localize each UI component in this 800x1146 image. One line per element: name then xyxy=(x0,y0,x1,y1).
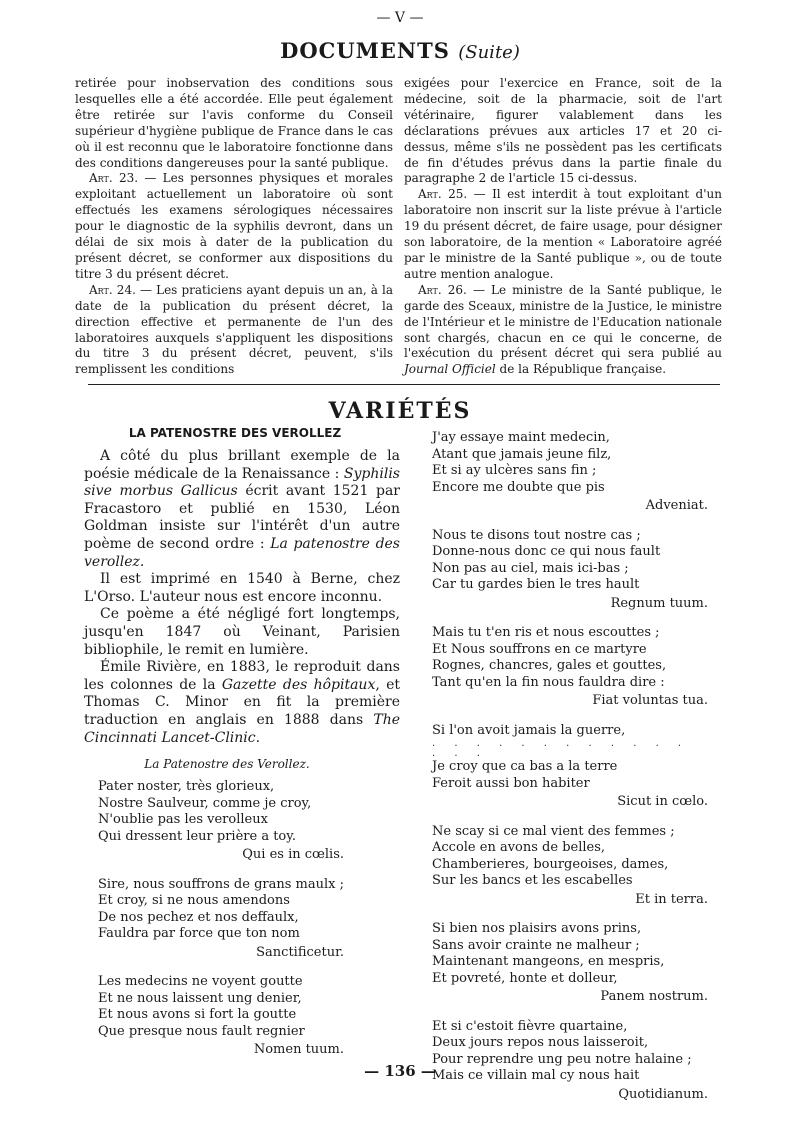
poem-left xyxy=(84,779,400,1059)
poem-refrain: Regnum tuum. xyxy=(610,595,708,611)
article-text: — Les praticiens ayant depuis un an, à la date de la publication du présent décret, la direction effective et permanente de l'un des laboratoires auxquels s'appliquent les dispositions du titre 3 du présent décret, peuvent, s'ils remplissent les conditions xyxy=(75,282,393,377)
article-label: Art. 26. xyxy=(418,282,467,297)
poem-line: Ne scay si ce mal vient des femmes ; xyxy=(432,823,675,839)
page-number: — 136 — xyxy=(364,1062,436,1080)
documents-left-column xyxy=(75,76,393,378)
poem-line: Si l'on avoit jamais la guerre, xyxy=(432,722,626,738)
intro-paragraph: Il est imprimé en 1540 à Berne, chez L'Orso. L'auteur nous est encore inconnu. xyxy=(84,571,400,605)
documents-title-suite: (Suite) xyxy=(458,42,520,63)
poem-refrain: Adveniat. xyxy=(645,498,708,513)
intro-paragraph xyxy=(84,448,400,571)
poem-line: Non pas au ciel, mais ici-bas ; xyxy=(432,560,629,576)
article-label: Art. 23. xyxy=(89,171,139,186)
poem-line: Accole en avons de belles, xyxy=(432,840,606,855)
varietes-right-column xyxy=(432,430,708,1116)
poem-line: Et Nous souffrons en ce martyre xyxy=(432,641,647,657)
documents-right-column xyxy=(404,76,722,378)
journal-officiel: Journal Officiel xyxy=(404,362,496,377)
poem-refrain: Sanctificetur. xyxy=(256,944,344,960)
intro-paragraph xyxy=(84,659,400,747)
intro-italic: Gazette des hôpitaux xyxy=(221,676,376,693)
intro-italic: The Cincinnati Lancet-Clinic. xyxy=(84,711,400,746)
poem-line: Chamberieres, bourgeoises, dames, xyxy=(432,856,669,872)
poem-line: Et ne nous laissent ung denier, xyxy=(98,990,302,1006)
poem-line: Atant que jamais jeune filz, xyxy=(432,446,612,462)
poem-stanza xyxy=(432,723,708,811)
poem-line: Et povreté, honte et dolleur, xyxy=(432,970,618,986)
intro-italic: La patenostre des verollez. xyxy=(84,535,400,570)
poem-line: J'ay essaye maint medecin, xyxy=(432,430,610,445)
intro-text: A côté du plus brillant exemple de la poésie médicale de la Renaissance : xyxy=(84,448,400,482)
poem-line: N'oublie pas les verolleux xyxy=(98,812,268,828)
poem-line: Sur les bancs et les escabelles xyxy=(432,873,633,888)
poem-line: Rognes, chancres, gales et gouttes, xyxy=(432,658,667,673)
intro-text: Émile Rivière, en 1883, le reproduit dans les colonnes de la xyxy=(84,659,400,693)
documents-title-text: DOCUMENTS xyxy=(280,38,450,63)
poem-line: Encore me doubte que pis xyxy=(432,479,605,495)
poem-line: Que presque nous fault regnier xyxy=(98,1023,305,1039)
poem-line: Mais ce villain mal cy nous hait xyxy=(432,1068,640,1083)
section-divider xyxy=(88,384,720,385)
poem-refrain: Et in terra. xyxy=(635,891,708,907)
poem-stanza xyxy=(98,877,344,962)
poem-line: Sire, nous souffrons de grans maulx ; xyxy=(98,876,344,892)
intro-text: écrit avant 1521 par Fracastoro et publié en 1530, Léon Goldman insiste sur l'intérêt d'un autre poème de second ordre : xyxy=(84,483,400,552)
poem-line: Donne-nous donc ce qui nous fault xyxy=(432,544,661,559)
poem-refrain: Panem nostrum. xyxy=(600,989,708,1004)
poem-line: Et si c'estoit fièvre quartaine, xyxy=(432,1018,628,1034)
article-text: de la République française. xyxy=(495,362,667,377)
poem-stanza xyxy=(432,824,708,909)
article-text: — Le ministre de la Santé publique, le garde des Sceaux, ministre de la Justice, le ministre de l'Intérieur et le ministre de l'Education nationale sont chargés, chacun en ce qui le concerne, de l'exécution du présent décret qui sera publié au xyxy=(404,282,722,361)
article-text: — Les personnes physiques et morales exploitant actuellement un laboratoire où sont effectués les examens sérologiques nécessaires pour le diagnostic de la syphilis devront, dans un délai de six mois à dater de la publication du présent décret, se conformer aux dispositions du titre 3 du présent décret. xyxy=(75,171,393,281)
poem-refrain: Quotidianum. xyxy=(618,1086,708,1102)
article-23 xyxy=(75,171,393,282)
poem-stanza xyxy=(432,1019,708,1104)
doc-paragraph: exigées pour l'exercice en France, soit de la médecine, soit de la pharmacie, soit de l'art vétérinaire, figurer valablement dans les déclarations prévues aux articles 17 et 20 ci-dessus, même s'ils ne possèdent pas les certificats de fin d'études prévus dans la partie finale du paragraphe 2 de l'article 15 ci-dessus. xyxy=(404,76,722,186)
poem-line: Et croy, si ne nous amendons xyxy=(98,893,290,909)
intro-paragraph: Ce poème a été négligé fort longtemps, jusqu'en 1847 où Veinant, Parisien bibliophile, le remit en lumière. xyxy=(84,606,400,658)
poem-line: Et si ay ulcères sans fin ; xyxy=(432,463,597,478)
poem-stanza xyxy=(98,974,344,1059)
poem-line: Mais tu t'en ris et nous escouttes ; xyxy=(432,625,660,640)
poem-line: Car tu gardes bien le tres hault xyxy=(432,577,640,592)
varietes-left-column xyxy=(84,426,400,1072)
poem-line: Si bien nos plaisirs avons prins, xyxy=(432,921,642,936)
poem-line: Nous te disons tout nostre cas ; xyxy=(432,527,641,543)
poem-line: Maintenant mangeons, en mespris, xyxy=(432,954,665,969)
article-label: Art. 25. xyxy=(418,187,468,202)
poem-refrain: Fiat voluntas tua. xyxy=(592,693,708,708)
poem-line: Pour reprendre ung peu notre halaine ; xyxy=(432,1051,692,1067)
poem-stanza xyxy=(432,625,708,710)
poem-line: Tant qu'en la fin nous fauldra dire : xyxy=(432,674,665,690)
article-25 xyxy=(404,187,722,282)
poem-line: Les medecins ne voyent goutte xyxy=(98,974,303,990)
poem-stanza xyxy=(432,528,708,613)
article-text: — Il est interdit à tout exploitant d'un laboratoire non inscrit sur la liste prévue à l'article 19 du présent décret, de faire usage, pour désigner son laboratoire, de la mention « Laboratoire agréé par le ministre de la Santé publique », ou de toute autre mention analogue. xyxy=(404,187,722,281)
ellipsis-line: . . . . . . . . . . . . . . . xyxy=(432,738,690,759)
doc-paragraph: retirée pour inobservation des conditions sous lesquelles elle a été accordée. Elle peut également être retirée sur l'avis conforme du Conseil supérieur d'hygiène publique de France dans le cas où il est reconnu que le laboratoire fonctionne dans des conditions dangereuses pour la santé publique. xyxy=(75,76,393,170)
poem-refrain: Nomen tuum. xyxy=(253,1042,344,1058)
poem-stanza xyxy=(432,430,708,515)
article-24 xyxy=(75,283,393,378)
poem-line: Je croy que ca bas a la terre xyxy=(432,759,618,774)
poem-stanza xyxy=(98,779,344,864)
intro-text: , et Thomas C. Minor en fit la première traduction en anglais en 1888 dans xyxy=(84,676,400,728)
poem-line: Sans avoir crainte ne malheur ; xyxy=(432,937,640,953)
poem-line: De nos pechez et nos deffaulx, xyxy=(98,909,299,925)
poem-line: Nostre Saulveur, comme je croy, xyxy=(98,795,312,811)
article-subtitle: LA PATENOSTRE DES VEROLLEZ xyxy=(128,426,342,440)
poem-title: La Patenostre des Verollez. xyxy=(144,757,310,772)
poem-stanza xyxy=(432,921,708,1006)
poem-right xyxy=(432,430,708,1103)
poem-line: Qui dressent leur prière a toy. xyxy=(98,828,296,844)
poem-line: Deux jours repos nous laisseroit, xyxy=(432,1035,649,1050)
page-number-roman: — V — xyxy=(376,10,424,26)
poem-refrain: Qui es in cœlis. xyxy=(242,847,344,863)
article-26 xyxy=(404,283,722,378)
poem-line: Et nous avons si fort la goutte xyxy=(98,1007,297,1023)
article-intro xyxy=(84,448,400,747)
poem-refrain: Sicut in cœlo. xyxy=(617,794,708,809)
section-title-varietes: VARIÉTÉS xyxy=(328,398,472,424)
poem-line: Pater noster, très glorieux, xyxy=(98,779,275,795)
intro-italic: Syphilis sive morbus Gallicus xyxy=(84,465,400,500)
article-label: Art. 24. xyxy=(89,282,136,297)
poem-line: Fauldra par force que ton nom xyxy=(98,926,300,942)
poem-line: Feroit aussi bon habiter xyxy=(432,775,590,791)
section-title-documents xyxy=(0,38,800,63)
